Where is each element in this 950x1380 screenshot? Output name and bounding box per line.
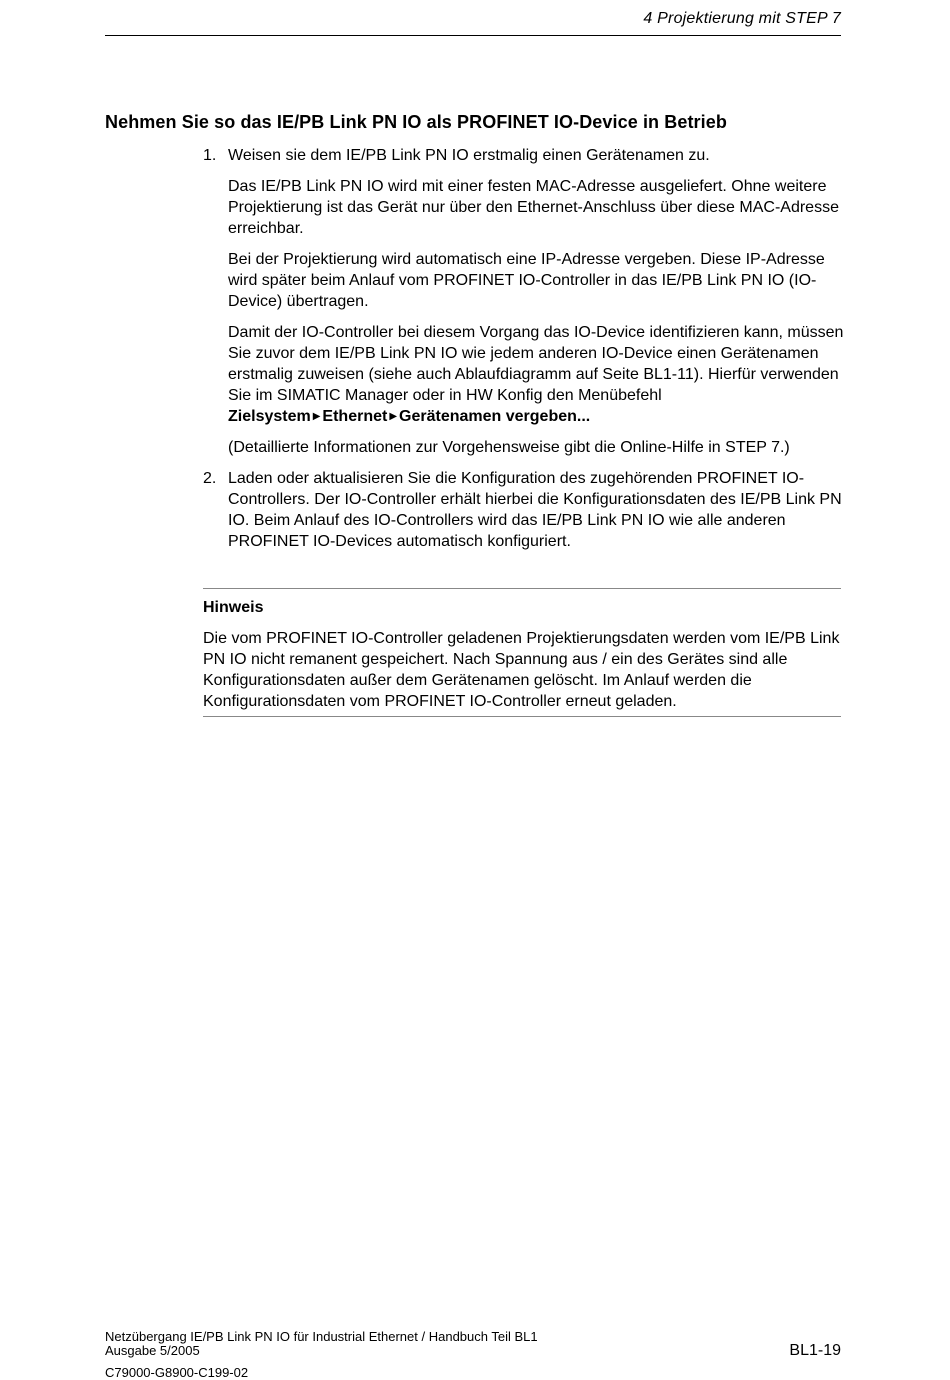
step-1-paragraph-name: [228, 322, 845, 427]
note-box: [203, 588, 841, 717]
menu-path-item-geraetenamen: Gerätenamen vergeben...: [399, 408, 591, 425]
step-1-instruction: Weisen sie dem IE/PB Link PN IO erstmalig einen Gerätenamen zu.: [228, 147, 710, 164]
step-2-instruction: Laden oder aktualisieren Sie die Konfiguration des zugehörenden PROFINET IO-Controllers. Der IO-Controller erhält hierbei die Konfigurationsdaten des IE/PB Link PN IO. Beim Anlauf des IO-Controllers wird das IE/PB Link PN IO wie alle anderen PROFINET IO-Devices automatisch konfiguriert.: [228, 470, 842, 550]
page-footer: [105, 1330, 538, 1380]
menu-path-item-zielsystem: Zielsystem: [228, 408, 311, 425]
step-number: 1.: [203, 147, 217, 164]
menu-arrow-icon: ▶: [389, 411, 398, 422]
note-text: Die vom PROFINET IO-Controller geladenen Projektierungsdaten werden vom IE/PB Link PN IO nicht remanent gespeichert. Nach Spannung aus / ein des Gerätes sind alle Konfigurationsdaten außer dem Gerätenamen gelöscht. Im Anlauf werden die Konfigurationsdaten vom PROFINET IO-Controller erneut geladen.: [203, 630, 840, 710]
page-number: BL1-19: [789, 1342, 841, 1359]
step-1-paragraph-mac: Das IE/PB Link PN IO wird mit einer festen MAC-Adresse ausgeliefert. Ohne weitere Projektierung ist das Gerät nur über den Ethernet-Anschluss über diese MAC-Adresse erreichbar.: [228, 178, 839, 237]
step-number: 2.: [203, 470, 217, 487]
menu-path: [228, 408, 590, 425]
step-2: [203, 468, 845, 552]
step-1-name-text: Damit der IO-Controller bei diesem Vorgang das IO-Device identifizieren kann, müssen Sie zuvor dem IE/PB Link PN IO wie jedem anderen IO-Device einen Gerätenamen erstmalig zuweisen (siehe auch Ablaufdiagramm auf Seite BL1-11). Hierfür verwenden Sie im SIMATIC Manager oder in HW Konfig den Menübefehl: [228, 324, 844, 404]
header-chapter-title: 4 Projektierung mit STEP 7: [643, 10, 841, 27]
footer-edition: Ausgabe 5/2005: [105, 1343, 200, 1358]
step-1: [203, 145, 845, 458]
page-header: [105, 8, 841, 36]
section-heading: Nehmen Sie so das IE/PB Link PN IO als PROFINET IO-Device in Betrieb: [105, 112, 727, 132]
step-1-paragraph-ip: Bei der Projektierung wird automatisch eine IP-Adresse vergeben. Diese IP-Adresse wird später beim Anlauf vom PROFINET IO-Controller in das IE/PB Link PN IO (IO-Device) übertragen.: [228, 251, 825, 310]
footer-document-number: C79000-G8900-C199-02: [105, 1365, 249, 1380]
steps-list: [203, 145, 845, 562]
menu-path-item-ethernet: Ethernet: [322, 408, 388, 425]
note-title: Hinweis: [203, 599, 264, 616]
menu-arrow-icon: ▶: [312, 411, 321, 422]
footer-document-title: Netzübergang IE/PB Link PN IO für Industrial Ethernet / Handbuch Teil BL1: [105, 1329, 538, 1344]
step-1-paragraph-help: (Detaillierte Informationen zur Vorgehensweise gibt die Online-Hilfe in STEP 7.): [228, 439, 790, 456]
